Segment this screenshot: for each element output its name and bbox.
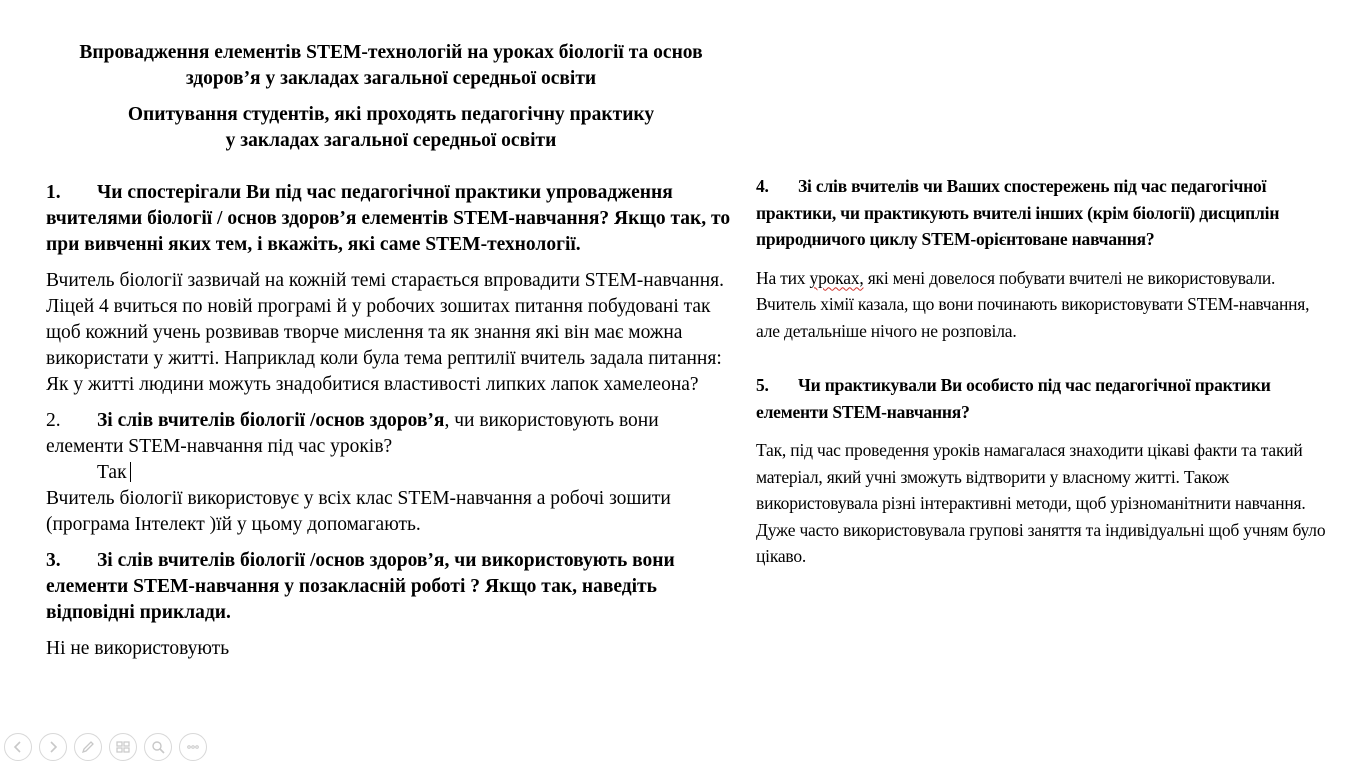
answer-3: Ні не використовують [46, 638, 230, 659]
question-3: 3. Зі слів вчителів біології /основ здоров’я, чи використовують вони елементи STEM-навчання у позакласній роботі ? Якщо так, наведіть відповідні приклади. [46, 550, 675, 623]
answer-2-short[interactable]: Так [46, 460, 736, 486]
document-subtitle: Опитування студентів, які проходять педагогічну практику у закладах загальної середньої освіти [127, 104, 655, 151]
slides-icon [115, 739, 131, 755]
pen-button[interactable] [74, 733, 102, 761]
zoom-icon [150, 739, 166, 755]
left-column [46, 40, 736, 672]
question-5: 5. Чи практикували Ви особисто під час педагогічної практики елементи STEM-навчання? [756, 375, 1271, 422]
zoom-button[interactable] [144, 733, 172, 761]
next-slide-button[interactable] [39, 733, 67, 761]
answer-2: Вчитель біології використовує у всіх клас STEM-навчання а робочі зошити (програма Інтелект )їй у цьому допомагають. [46, 488, 671, 535]
question-1: 1. Чи спостерігали Ви під час педагогічної практики упровадження вчителями біології / основ здоров’я елементів STEM-навчання? Якщо так, то при вивченні яких тем, і вкажіть, які саме STEM-технології. [46, 182, 731, 255]
document-title: Впровадження елементів STEM-технологій на уроках біології та основ здоров’я у закладах загальної середньої освіти [79, 42, 703, 89]
more-icon [185, 739, 201, 755]
more-options-button[interactable] [179, 733, 207, 761]
answer-1: Вчитель біології зазвичай на кожній темі старається впровадити STEM-навчання. Ліцей 4 вчиться по новій програмі й у робочих зошитах питання побудовані так щоб кожний учень розвивав творче мислення та як знання які він має можна використати у житті. Наприклад коли була тема рептилії вчитель задала питання: Як у житті людини можуть знадобитися властивості липких лапок хамелеона? [46, 270, 725, 395]
pen-icon [80, 739, 96, 755]
right-column [756, 173, 1336, 598]
answer-5: Так, під час проведення уроків намагалася знаходити цікаві факти та такий матеріал, який учні зможуть відтворити у власному житті. Також використовувала різні інтерактивні методи, щоб урізноманітнити навчання. Дуже часто використовувала групові заняття та індивідуальні щоб учням було цікаво. [756, 440, 1326, 566]
slideshow-controls [4, 733, 207, 761]
previous-slide-button[interactable] [4, 733, 32, 761]
previous-icon [10, 739, 26, 755]
question-4: 4. Зі слів вчителів чи Ваших спостережень під час педагогічної практики, чи практикують вчителі інших (крім біології) дисциплін природничого циклу STEM-орієнтоване навчання? [756, 176, 1280, 249]
see-all-slides-button[interactable] [109, 733, 137, 761]
question-2: 2. Зі слів вчителів біології /основ здоров’я, чи використовують вони елементи STEM-навчання під час уроків? [46, 410, 659, 457]
next-icon [45, 739, 61, 755]
answer-4: На тих уроках, які мені довелося побувати вчителі не використовували. Вчитель хімії казала, що вони починають використовувати STEM-навчання, але детальніше нічого не розповіла. [756, 267, 1310, 341]
text-cursor [130, 462, 131, 482]
